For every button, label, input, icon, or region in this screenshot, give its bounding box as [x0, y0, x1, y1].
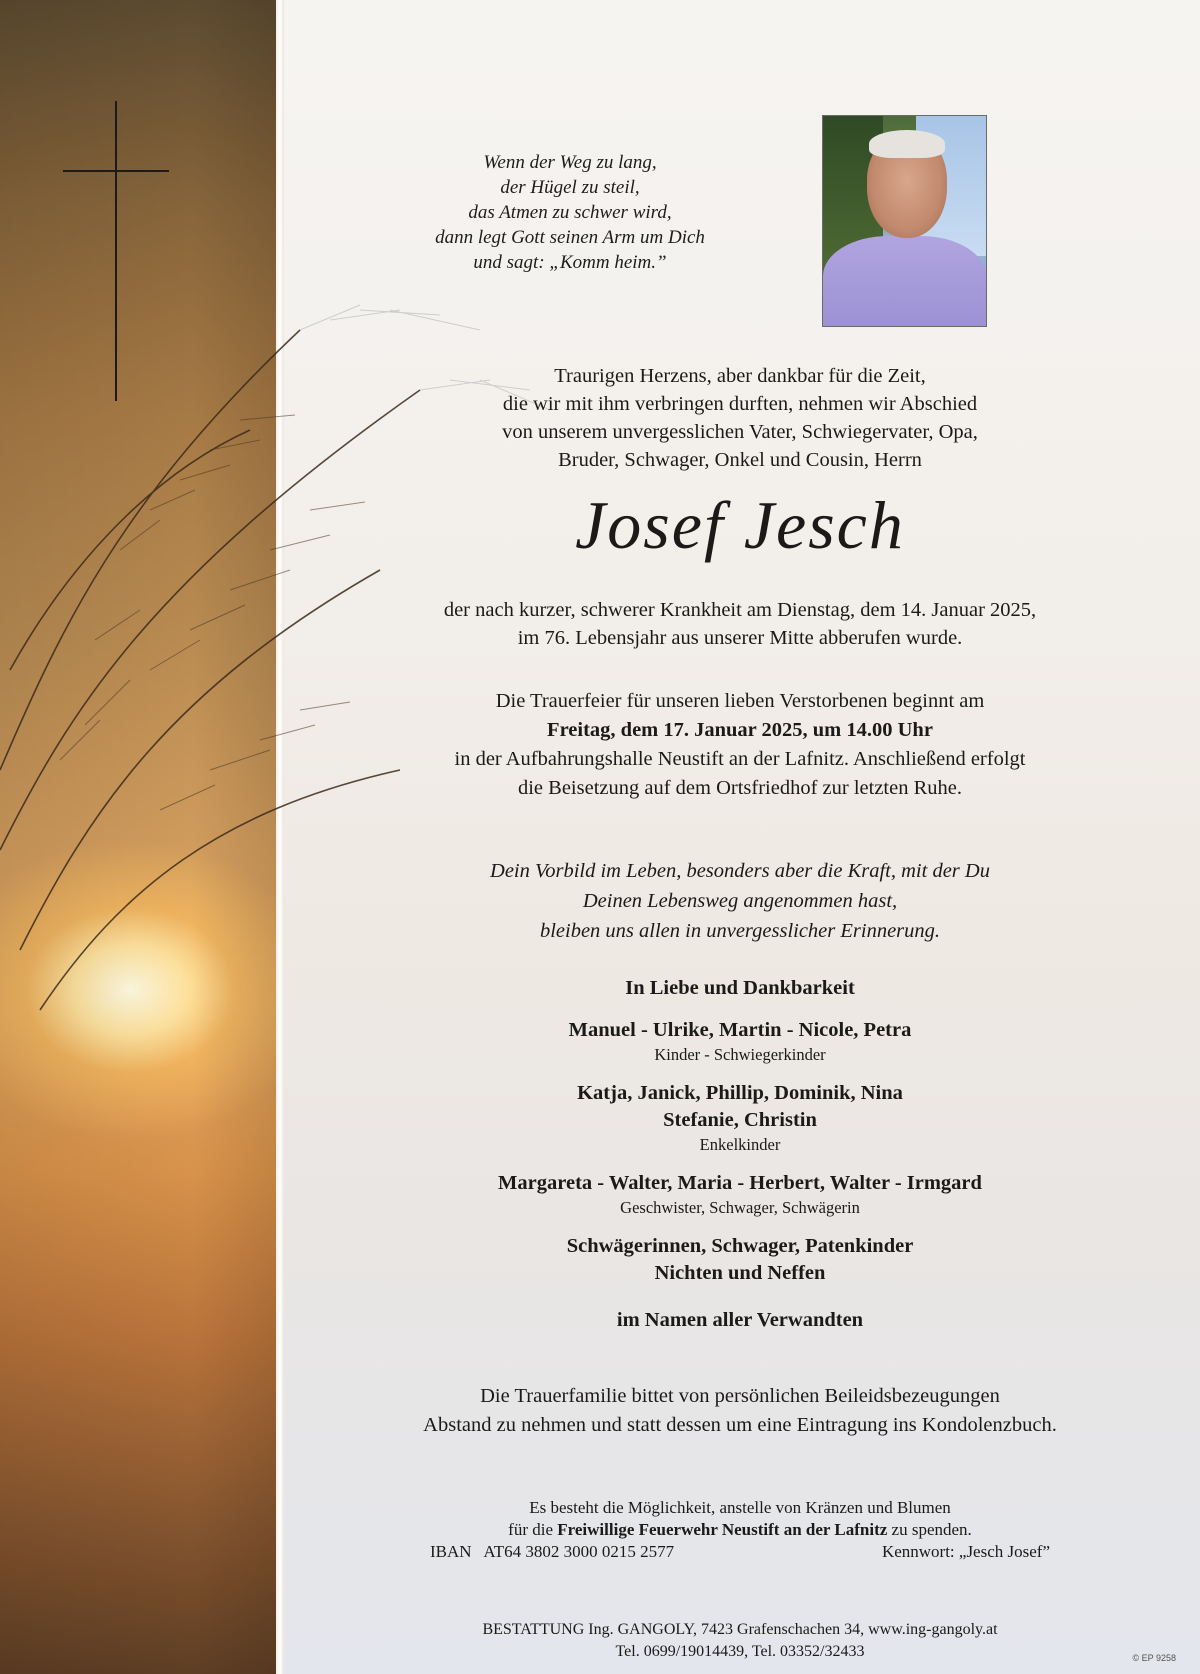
funeral-info	[300, 687, 1180, 803]
mourners-list	[300, 974, 1180, 1334]
intro-line: Traurigen Herzens, aber dankbar für die Zeit,	[554, 365, 926, 387]
mourner-group	[300, 1233, 1180, 1287]
tribute-line: Dein Vorbild im Leben, besonders aber die Kraft, mit der Du	[490, 860, 990, 882]
cross-icon	[115, 101, 117, 401]
funeral-line: Die Trauerfeier für unseren lieben Verstorbenen beginnt am	[495, 690, 985, 712]
mourner-names: Nichten und Neffen	[654, 1262, 826, 1284]
mourners-heading: In Liebe und Dankbarkeit	[625, 977, 855, 999]
mourner-names: Manuel - Ulrike, Martin - Nicole, Petra	[568, 1019, 912, 1041]
tribute-text	[300, 856, 1180, 946]
mourner-group	[300, 1170, 1180, 1218]
iban-row	[430, 1541, 1050, 1565]
motto-line: Wenn der Weg zu lang,	[483, 152, 657, 173]
donation-line	[300, 1519, 1180, 1541]
mourner-names: Stefanie, Christin	[663, 1109, 817, 1131]
tribute-line: bleiben uns allen in unvergesslicher Erinnerung.	[539, 920, 941, 942]
death-notice	[300, 596, 1180, 652]
motto-line: das Atmen zu schwer wird,	[468, 202, 672, 223]
portrait-photo	[822, 115, 987, 327]
request-line: Abstand zu nehmen und statt dessen um eine Eintragung ins Kondolenzbuch.	[423, 1414, 1057, 1436]
mourner-relation: Geschwister, Schwager, Schwägerin	[620, 1198, 860, 1217]
motto-line: und sagt: „Komm heim.”	[473, 252, 667, 273]
donation-keyword: Kennwort: „Jesch Josef”	[881, 1542, 1050, 1561]
tribute-line: Deinen Lebensweg angenommen hast,	[582, 890, 898, 912]
mourner-names: Margareta - Walter, Maria - Herbert, Walter - Irmgard	[498, 1172, 982, 1194]
funeral-datetime: Freitag, dem 17. Januar 2025, um 14.00 Uhr	[547, 719, 933, 741]
footer-line: Tel. 0699/19014439, Tel. 03352/32433	[615, 1643, 865, 1660]
mourner-names: Schwägerinnen, Schwager, Patenkinder	[566, 1235, 914, 1257]
donation-line: Es besteht die Möglichkeit, anstelle von Kränzen und Blumen	[529, 1498, 951, 1517]
funeral-home-footer	[300, 1619, 1180, 1663]
mourner-group	[300, 1080, 1180, 1155]
mourners-closing: im Namen aller Verwandten	[616, 1309, 864, 1331]
funeral-line: in der Aufbahrungshalle Neustift an der Lafnitz. Anschließend erfolgt	[454, 748, 1026, 770]
mourner-relation: Enkelkinder	[699, 1135, 781, 1154]
donation-info	[300, 1497, 1180, 1565]
donation-suffix: zu spenden.	[887, 1520, 972, 1539]
mourner-relation: Kinder - Schwiegerkinder	[654, 1045, 826, 1064]
condolence-request	[300, 1382, 1180, 1440]
portrait-hair	[869, 130, 945, 158]
panel-divider	[276, 0, 284, 1674]
intro-line: Bruder, Schwager, Onkel und Cousin, Herrn	[558, 449, 922, 471]
document-code: © EP 9258	[1132, 1653, 1176, 1663]
death-line: der nach kurzer, schwerer Krankheit am Dienstag, dem 14. Januar 2025,	[443, 599, 1037, 621]
motto-line: der Hügel zu steil,	[500, 177, 640, 198]
request-line: Die Trauerfamilie bittet von persönlichen Beileidsbezeugungen	[480, 1385, 1000, 1407]
motto-poem	[420, 150, 720, 275]
iban: IBAN AT64 3802 3000 0215 2577	[430, 1542, 675, 1561]
intro-text	[300, 362, 1180, 474]
intro-line: von unserem unvergesslichen Vater, Schwiegervater, Opa,	[502, 421, 978, 443]
deceased-name: Josef Jesch	[575, 487, 905, 563]
donation-recipient: Freiwillige Feuerwehr Neustift an der Lafnitz	[557, 1520, 888, 1539]
intro-line: die wir mit ihm verbringen durften, nehmen wir Abschied	[502, 393, 978, 415]
cross-icon-bar	[63, 170, 169, 172]
mourner-names: Katja, Janick, Phillip, Dominik, Nina	[577, 1082, 903, 1104]
donation-prefix: für die	[508, 1520, 558, 1539]
death-line: im 76. Lebensjahr aus unserer Mitte abberufen wurde.	[517, 627, 963, 649]
sunset-panel-shade	[0, 0, 276, 1674]
funeral-line: die Beisetzung auf dem Ortsfriedhof zur letzten Ruhe.	[517, 777, 962, 799]
footer-line: BESTATTUNG Ing. GANGOLY, 7423 Grafenschachen 34, www.ing-gangoly.at	[482, 1621, 998, 1638]
motto-line: dann legt Gott seinen Arm um Dich	[435, 227, 705, 248]
portrait-shirt	[823, 236, 986, 327]
mourner-group	[300, 1017, 1180, 1065]
